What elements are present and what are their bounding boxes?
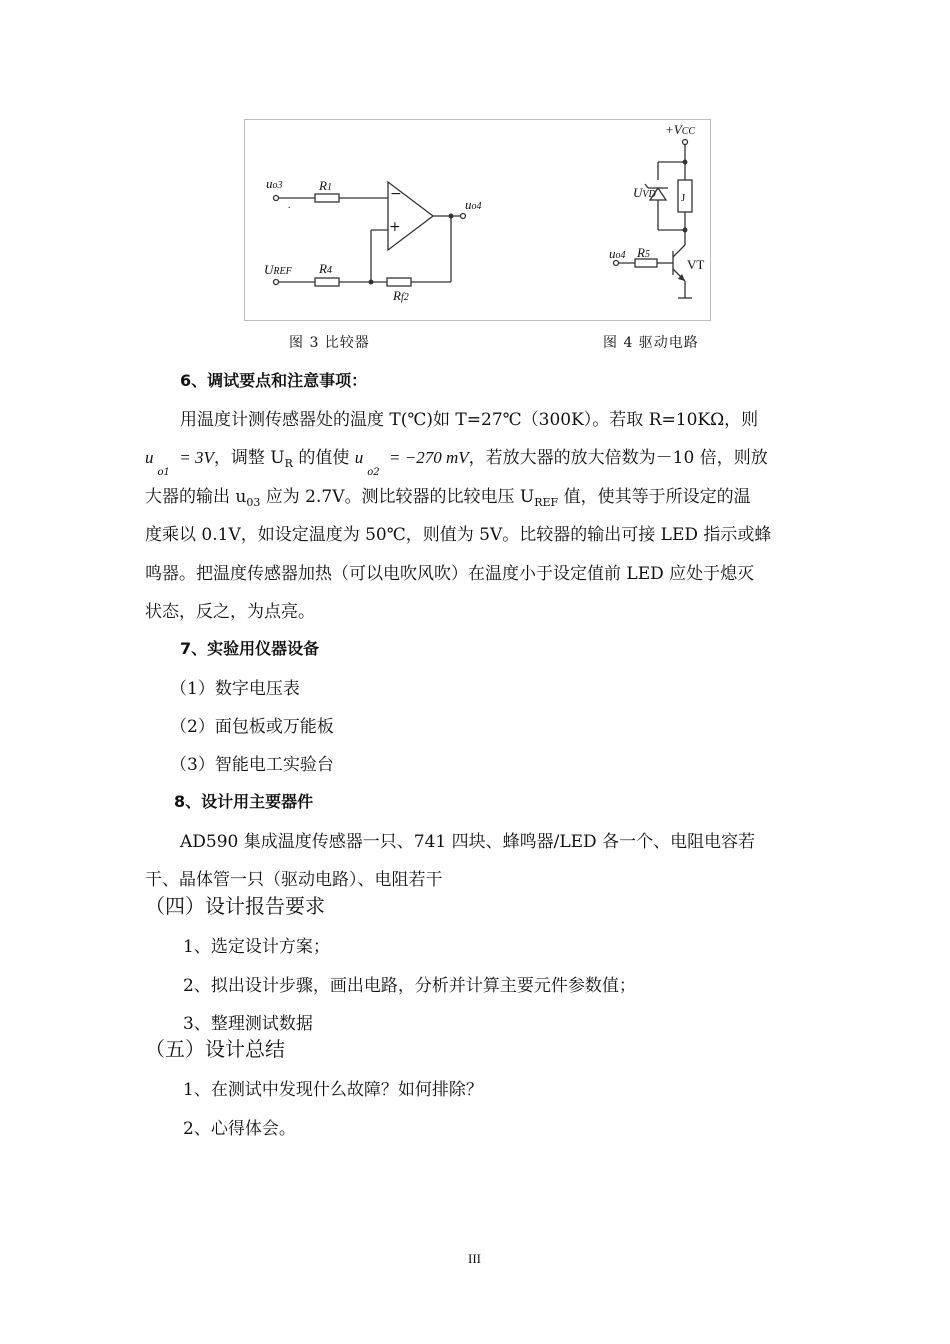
label-uo3: uo3 [266,176,283,191]
circuit-diagrams [245,120,710,320]
s8-line2: 干、晶体管一只（驱动电路）、电阻若干 [145,870,443,890]
section-7-heading: 7、实验用仪器设备 [180,639,320,658]
label-r4: R4 [319,261,332,276]
figure-3-caption: 图 3 比较器 [289,335,370,351]
s6-line2: $u_{o1} = 3V$，调整 $U_R$ 的值使 $u_{o2} = -270$ mV，若放大器的放大倍数为－10 倍，则放 [145,448,768,478]
s7-item-3: （3）智能电工实验台 [170,755,334,775]
s7-item-1: （1）数字电压表 [170,679,300,699]
section-6-heading: 6、调试要点和注意事项： [180,371,368,390]
label-uref: UREF [264,262,292,277]
s4-item-3: 3、整理测试数据 [183,1014,313,1034]
label-rf2: Rf2 [393,288,409,303]
section-8-heading: 8、设计用主要器件 [174,792,314,811]
page-number: III [468,1251,481,1266]
s6-line4: 度乘以 0.1V，如设定温度为 50℃，则值为 5V。比较器的输出可接 LED 指示或蜂 [145,525,772,545]
s8-line1: AD590 集成温度传感器一只、741 四块、蜂鸣器/LED 各一个、电阻电容若 [180,832,756,852]
s7-item-2: （2）面包板或万能板 [170,717,334,737]
figure-4-caption: 图 4 驱动电路 [603,335,699,351]
s6-line1: 用温度计测传感器处的温度 T(℃)如 T=27℃（300K）。若取 R=10KΩ，则 [180,410,759,430]
section-four-heading: （四）设计报告要求 [145,894,325,918]
s5-item-1: 1、在测试中发现什么故障？如何排除？ [183,1080,483,1100]
s4-item-2: 2、拟出设计步骤，画出电路，分析并计算主要元件参数值； [183,976,636,996]
label-r5: R5 [637,245,650,260]
s6-line3: 大器的输出 $u_{03}$ 应为 2.7V。测比较器的比较电压 $U_{REF}$ 值，使其等于所设定的温 [145,487,751,509]
label-minus: − [390,186,402,202]
label-r1: R1 [319,178,332,193]
circuit-figure [244,119,711,321]
s5-item-2: 2、心得体会。 [183,1119,296,1139]
svg-text:.: . [288,197,291,211]
s4-item-1: 1、选定设计方案； [183,937,330,957]
label-uo4: uo4 [465,197,482,212]
label-vt: VT [687,257,705,272]
label-plus: + [389,219,401,235]
label-vcc: +VCC [665,122,696,137]
label-uvd: UVD [633,185,656,200]
label-uo4-driver: uo4 [609,246,626,261]
s6-line6: 状态，反之，为点亮。 [145,602,315,622]
section-five-heading: （五）设计总结 [145,1037,285,1061]
s6-line5: 鸣器。把温度传感器加热（可以电吹风吹）在温度小于设定值前 LED 应处于熄灭 [145,564,755,584]
label-j: J [681,192,686,204]
